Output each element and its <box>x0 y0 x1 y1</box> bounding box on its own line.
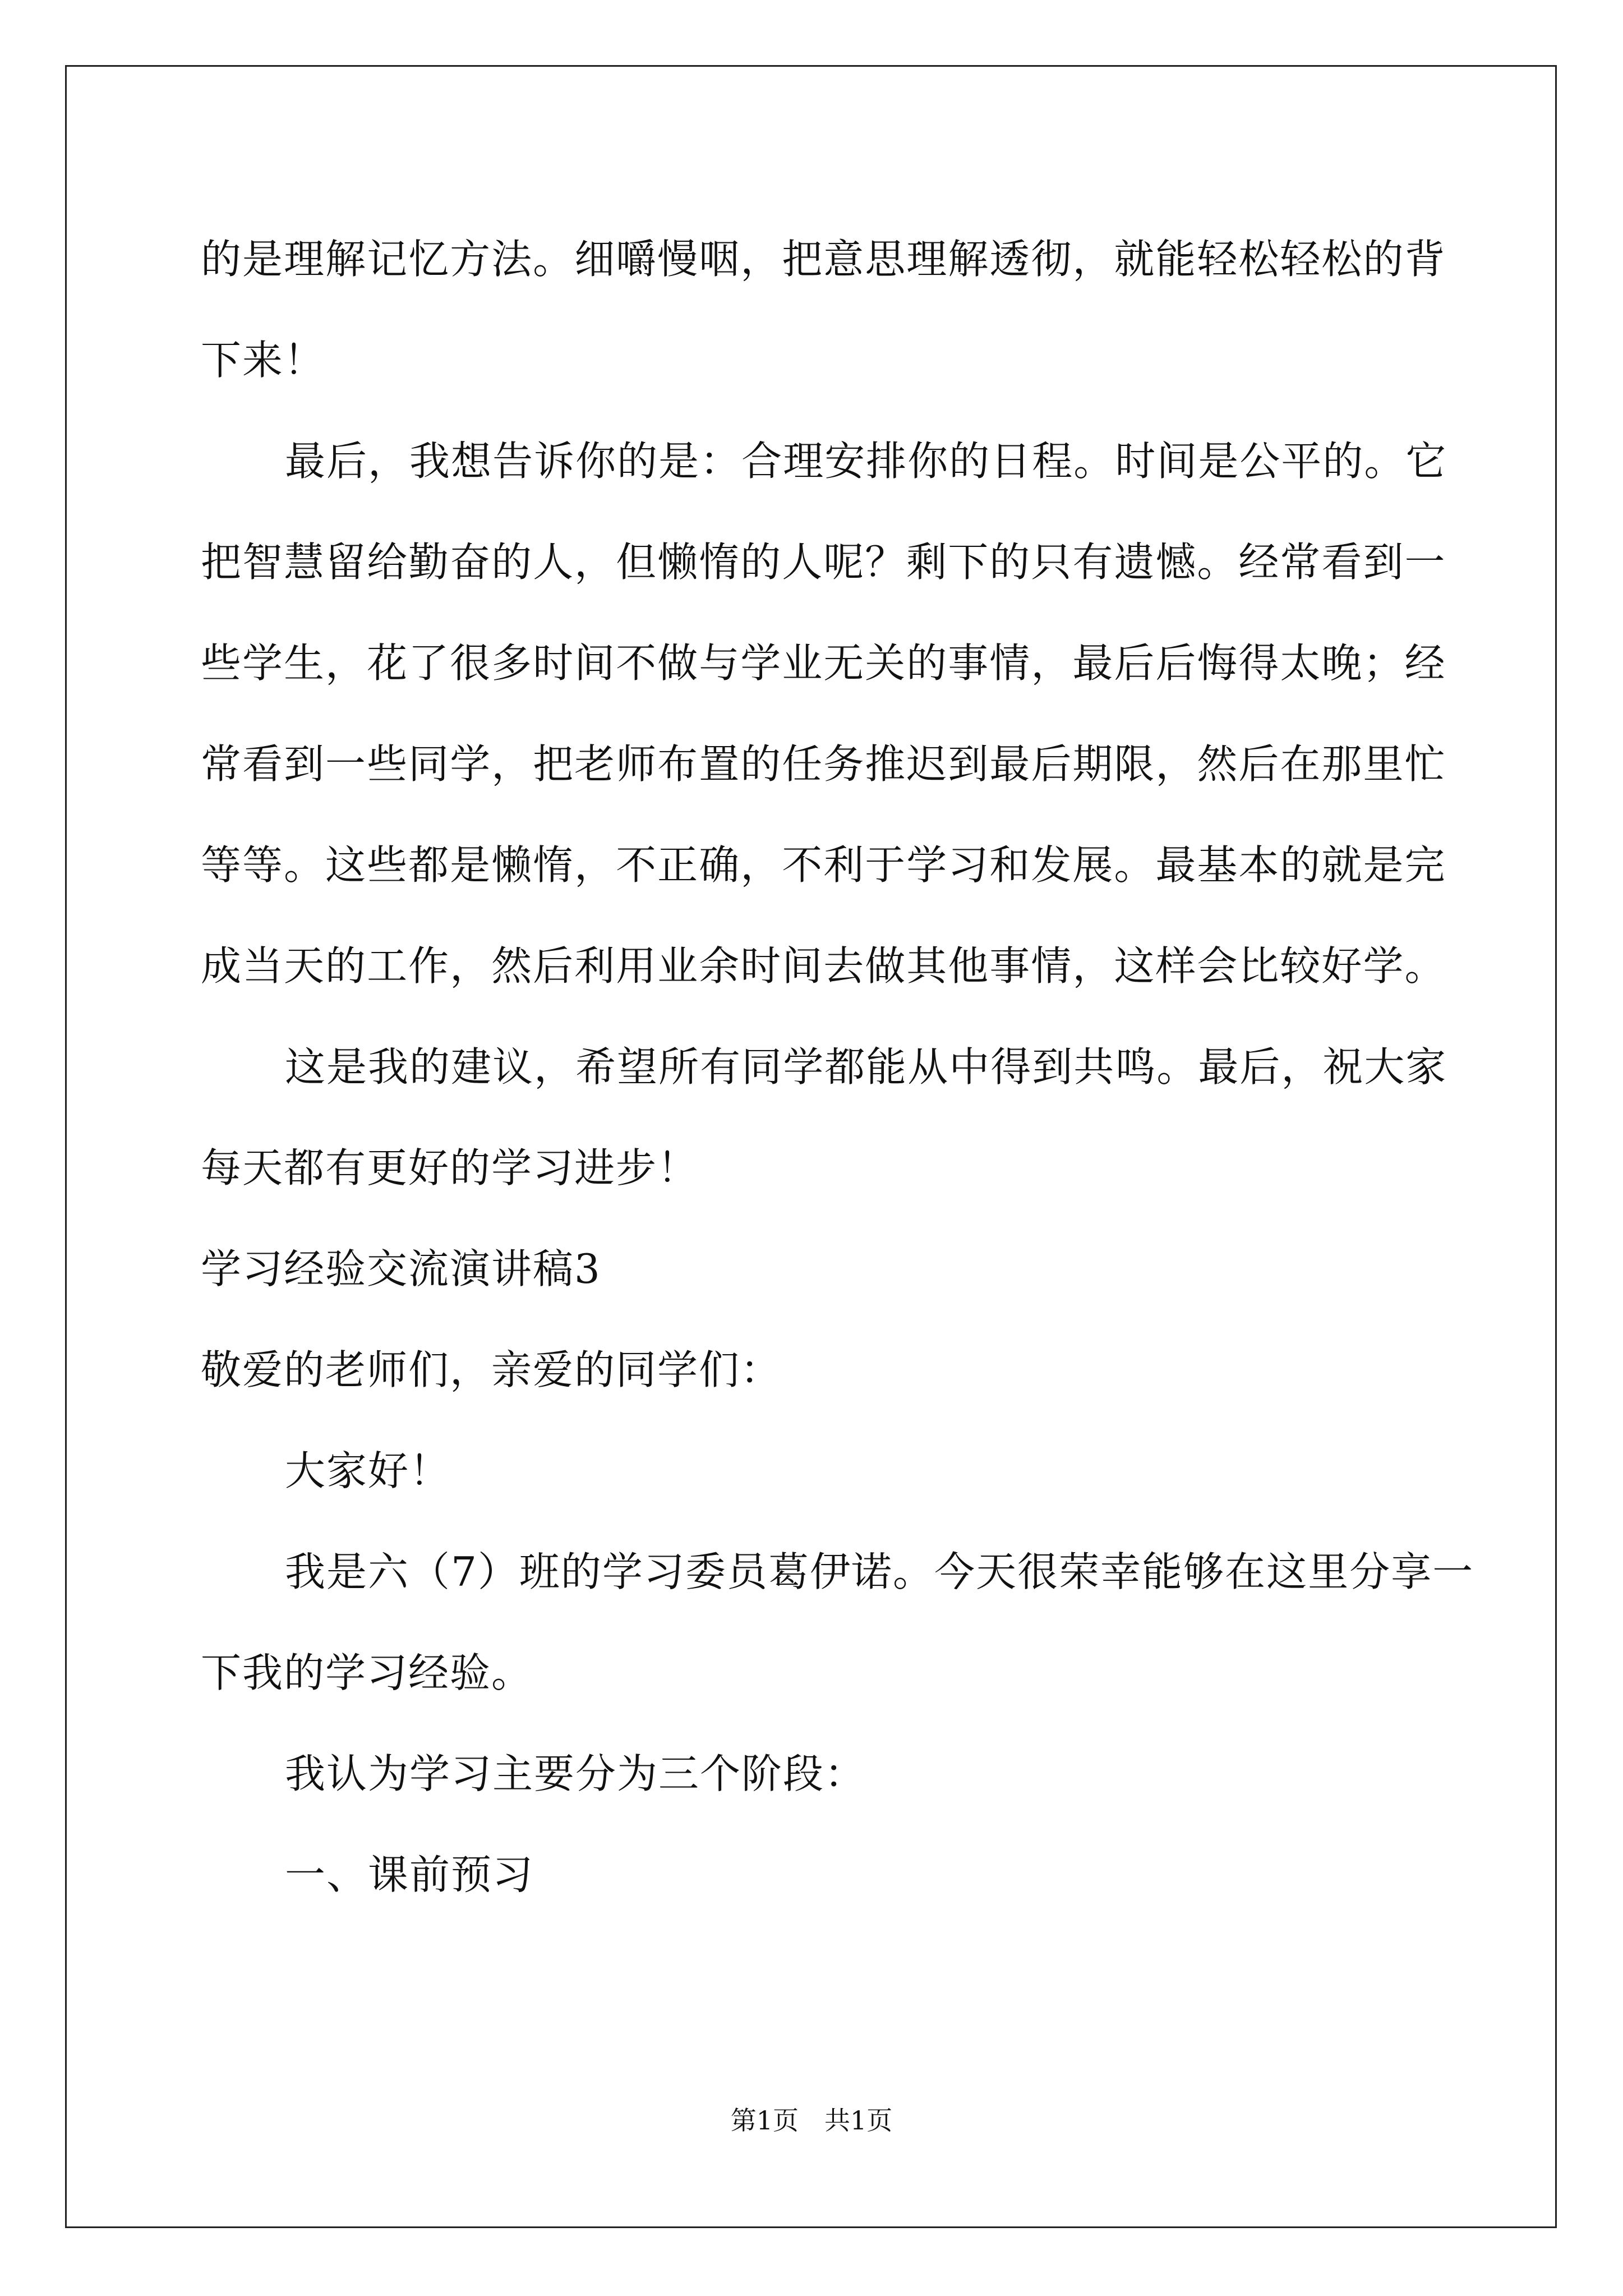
text-line: 的 是 理 解 记 忆 方 法 。 细 嚼 慢 咽 ， 把 意 思 理 解 透 彻 ， 就 能 轻 松 轻 松 的 背 <box>201 236 1446 283</box>
page-footer: 第1页 共1页 <box>730 2105 893 2136</box>
text-line: 一、课前预习 <box>285 1851 534 1898</box>
text-line: 每天都有更好的学习进步！ <box>201 1144 699 1191</box>
text-line: 我认为学习主要分为三个阶段： <box>285 1750 866 1797</box>
text-line: 下来！ <box>201 337 326 384</box>
text-line: 等 等 。 这 些 都 是 懒 惰 ， 不 正 确 ， 不 利 于 学 习 和 发 展 。 最 基 本 的 就 是 完 <box>201 841 1446 889</box>
text-line: 我 是 六 （ 7 ） 班 的 学 习 委 员 葛 伊 诺 。 今 天 很 荣 幸 能 够 在 这 里 分 享 一 <box>285 1548 1474 1595</box>
text-line: 学习经验交流演讲稿3 <box>201 1245 601 1292</box>
text-line: 成 当 天 的 工 作 ， 然 后 利 用 业 余 时 间 去 做 其 他 事 情 ， 这 样 会 比 较 好 学 。 <box>201 942 1446 990</box>
text-line: 些 学 生 ， 花 了 很 多 时 间 不 做 与 学 业 无 关 的 事 情 ， 最 后 后 悔 得 太 晚 ； 经 <box>201 639 1446 687</box>
text-line: 最 后 ， 我 想 告 诉 你 的 是 ： 合 理 安 排 你 的 日 程 。 时 间 是 公 平 的 。 它 <box>285 438 1447 485</box>
text-line: 把 智 慧 留 给 勤 奋 的 人 ， 但 懒 惰 的 人 呢 ？ 剩 下 的 只 有 遗 憾 。 经 常 看 到 一 <box>201 539 1446 586</box>
document-body <box>201 209 1474 1925</box>
text-line: 常 看 到 一 些 同 学 ， 把 老 师 布 置 的 任 务 推 迟 到 最 后 期 限 ， 然 后 在 那 里 忙 <box>201 740 1446 788</box>
text-line: 这 是 我 的 建 议 ， 希 望 所 有 同 学 都 能 从 中 得 到 共 鸣 。 最 后 ， 祝 大 家 <box>285 1043 1447 1091</box>
text-line: 大家好！ <box>285 1447 451 1494</box>
text-line: 下我的学习经验。 <box>201 1649 533 1696</box>
text-line: 敬爱的老师们，亲爱的同学们： <box>201 1346 782 1393</box>
